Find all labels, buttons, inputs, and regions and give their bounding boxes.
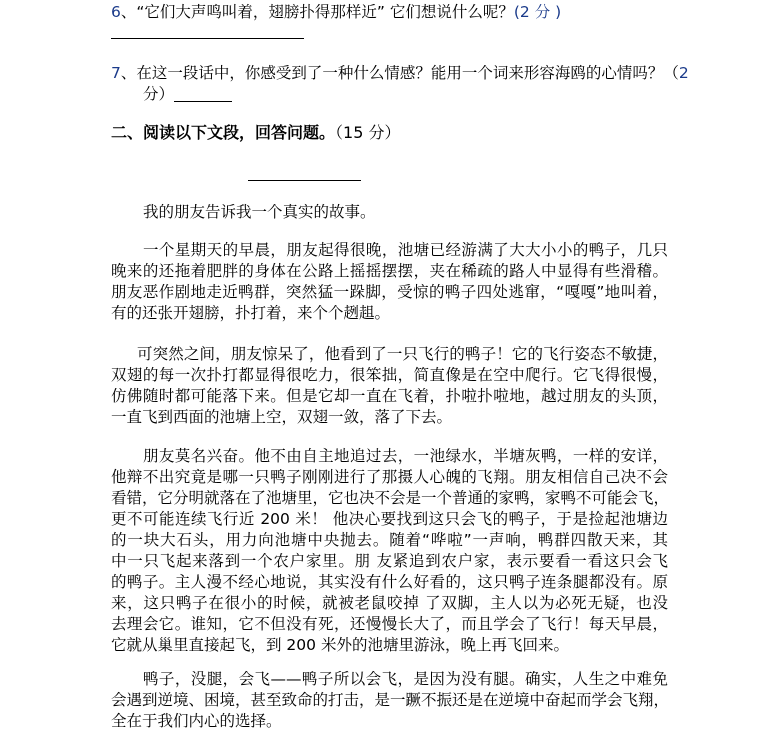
question-6-score: (2 分 ) — [513, 3, 562, 21]
passage-intro: 我的朋友告诉我一个真实的故事。 — [143, 203, 376, 221]
paragraph-line: 它就从巢里直接起飞，到 200 米外的池塘里游泳，晚上再飞回来。 — [111, 636, 569, 654]
section-heading — [111, 122, 400, 144]
paragraph-line: 朋友莫名兴奋。他不由自主地追过去，一池绿水，半塘灰鸭，一样的安详， — [143, 447, 668, 465]
paragraph-2 — [111, 344, 668, 428]
paragraph-line: 的鸭子。主人漫不经心地说，其实没有什么好看的，这只鸭子连条腿都没有。原 — [111, 573, 668, 591]
paragraph-line: 中一只飞起来落到一个农户家里。朋 友紧追到农户家，表示要看一看这只会飞 — [111, 552, 668, 570]
paragraph-4 — [111, 669, 668, 732]
question-7 — [111, 63, 689, 84]
paragraph-line: 去理会它。谁知，它不但没有死，还慢慢长大了，而且学会了飞行！每天早晨， — [111, 615, 668, 633]
question-6-text: 、“它们大声鸣叫着，翅膀扑得那样近” 它们想说什么呢？ — [120, 3, 514, 21]
paragraph-line: 可突然之间，朋友惊呆了，他看到了一只飞行的鸭子！它的飞行姿态不敏捷， — [137, 345, 668, 363]
paragraph-line: 一个星期天的早晨，朋友起得很晚，池塘已经游满了大大小小的鸭子，几只 — [143, 241, 668, 259]
paragraph-line: 的一块大石头，用力向池塘中央抛去。随着“哗啦”一声响，鸭群四散天来，其 — [111, 531, 668, 549]
paragraph-3 — [111, 446, 668, 656]
paragraph-line: 看错，它分明就落在了池塘里，它也决不会是一个普通的家鸭，家鸭不可能会飞， — [111, 489, 670, 507]
question-7-text: 、在这一段话中，你感受到了一种什么情感？能用一个词来形容海鸥的心情吗？（ — [120, 64, 679, 82]
paragraph-line: 全在于我们内心的选择。 — [111, 712, 282, 730]
paragraph-line: 更不可能连续飞行近 200 米！ 他决心要找到这只会飞的鸭子，于是捡起池塘边 — [111, 510, 668, 528]
paragraph-line: 会遇到逆境、困境，甚至致命的打击，是一蹶不振还是在逆境中奋起而学会飞翔， — [111, 691, 670, 709]
paragraph-line: 来，这只鸭子在很小的时候，就被老鼠咬掉 了双脚，主人以为必死无疑，也没 — [111, 594, 668, 612]
paragraph-line: 双翅的每一次扑打都显得很吃力，很笨拙，简直像是在空中爬行。它飞得很慢， — [111, 366, 668, 384]
paragraph-line: 鸭子，没腿，会飞——鸭子所以会飞，是因为没有腿。确实，人生之中难免 — [143, 670, 668, 688]
answer-line-7[interactable] — [174, 101, 232, 102]
question-6-number: 6 — [111, 3, 121, 21]
question-7-number: 7 — [111, 64, 121, 82]
question-7-score: 2 — [678, 64, 689, 82]
passage-title-blank[interactable] — [248, 180, 361, 181]
paragraph-1 — [111, 240, 668, 324]
paragraph-line: 晚来的还拖着肥胖的身体在公路上摇摇摆摆，夹在稀疏的路人中显得有些滑稽。 — [111, 262, 668, 280]
paragraph-line: 他辩不出究竟是哪一只鸭子刚刚进行了那摄人心魄的飞翔。朋友相信自己决不会 — [111, 468, 668, 486]
question-6 — [111, 2, 561, 23]
paragraph-line: 仿佛随时都可能落下来。但是它却一直在飞着，扑啦扑啦地，越过朋友的头顶， — [111, 387, 668, 405]
paragraph-line: 朋友恶作剧地走近鸭群，突然猛一跺脚，受惊的鸭子四处逃窜，“嘎嘎”地叫着， — [111, 283, 668, 301]
paragraph-line: 一直飞到西面的池塘上空，双翅一敛，落了下去。 — [111, 408, 453, 426]
question-7-line2: 分） — [143, 85, 175, 103]
paragraph-line: 有的还张开翅膀，扑打着，来个个趔趄。 — [111, 304, 391, 322]
section-heading-text: 二、阅读以下文段，回答问题。 — [111, 123, 336, 142]
answer-line-6[interactable] — [111, 38, 304, 39]
section-score: （15 分） — [335, 123, 401, 142]
